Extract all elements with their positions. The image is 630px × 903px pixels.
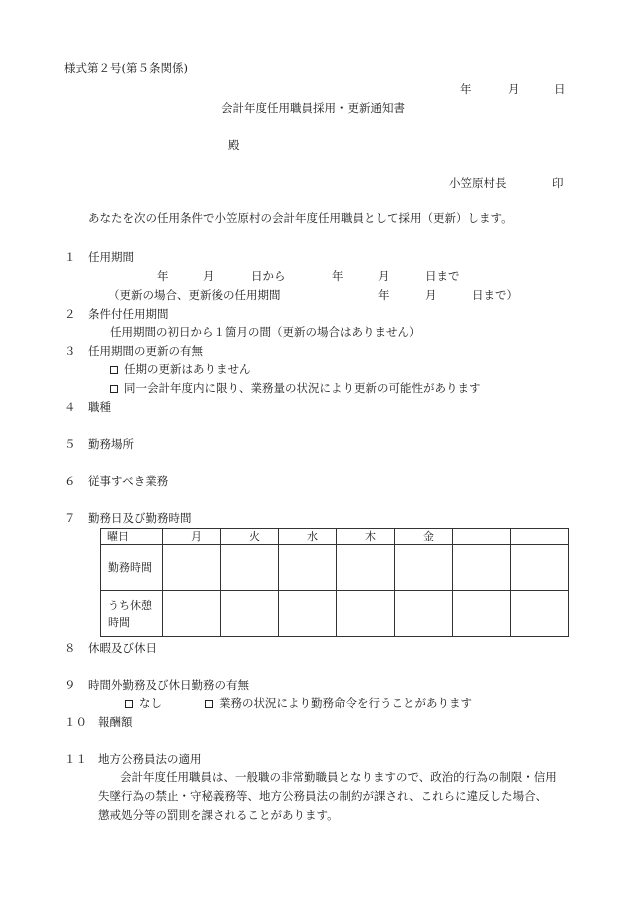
- section-body: 任用期間の初日から１箇月の間（更新の場合はありません）: [110, 325, 421, 339]
- day-label: 水: [307, 530, 318, 543]
- renewal-day: 日まで）: [472, 288, 518, 302]
- section-number: ４: [64, 400, 76, 414]
- day-label: 火: [249, 530, 260, 543]
- day-header-cell: [395, 529, 453, 545]
- option-label: 任期の更新はありません: [124, 362, 251, 376]
- row-label-cell: [101, 591, 163, 637]
- section-heading: 勤務場所: [88, 437, 134, 451]
- section-number: ５: [64, 437, 76, 451]
- overtime-option-possible[interactable]: [205, 698, 472, 710]
- period-end-month: 月: [378, 269, 390, 283]
- table-cell: [337, 545, 395, 591]
- checkbox-icon[interactable]: [110, 385, 118, 393]
- option-label: 同一会計年度内に限り、業務量の状況により更新の可能性があります: [124, 381, 481, 395]
- renewal-option-none[interactable]: [110, 364, 251, 376]
- renewal-option-possible[interactable]: [110, 383, 481, 395]
- table-cell: [395, 591, 453, 637]
- section-number: ８: [64, 641, 76, 655]
- section-heading: 職種: [88, 400, 111, 414]
- section-number: ３: [64, 344, 76, 358]
- row-label-line1: うち休憩: [108, 598, 152, 612]
- checkbox-icon[interactable]: [125, 700, 133, 708]
- section-number: １: [64, 250, 76, 264]
- day-header-cell: [337, 529, 395, 545]
- table-cell: [511, 591, 569, 637]
- period-start-day: 日から: [251, 269, 286, 283]
- body-line: 失墜行為の禁止・守秘義務等、地方公務員法の制約が課され、これらに違反した場合、: [98, 789, 548, 803]
- option-label: 業務の状況により勤務命令を行うことがあります: [219, 696, 472, 710]
- renewal-month: 月: [425, 288, 437, 302]
- table-row-break-time: [101, 591, 569, 637]
- day-label: 金: [423, 530, 434, 543]
- checkbox-icon[interactable]: [110, 366, 118, 374]
- overtime-option-none[interactable]: [125, 698, 162, 710]
- section-heading: 任用期間の更新の有無: [88, 344, 203, 358]
- date-year: 年: [460, 82, 472, 96]
- table-cell: [163, 591, 221, 637]
- table-cell: [453, 591, 511, 637]
- period-start-month: 月: [203, 269, 215, 283]
- date-day: 日: [554, 82, 566, 96]
- intro-text: あなたを次の任用条件で小笠原村の会計年度任用職員として採用（更新）します。: [88, 211, 513, 225]
- seal-mark: 印: [552, 176, 564, 190]
- work-schedule-table: [100, 528, 569, 637]
- body-line: 懲戒処分等の罰則を課されることがあります。: [98, 808, 339, 822]
- row-label-cell: [101, 545, 163, 591]
- issuer-name: 小笠原村長: [449, 176, 507, 190]
- row-label-line2: 時間: [108, 615, 130, 629]
- day-label: 月: [191, 530, 202, 543]
- checkbox-icon[interactable]: [205, 700, 213, 708]
- day-header-cell: [511, 529, 569, 545]
- table-cell: [337, 591, 395, 637]
- table-cell: [221, 591, 279, 637]
- form-number: 様式第２号(第５条関係): [64, 61, 188, 75]
- section-heading: 時間外勤務及び休日勤務の有無: [88, 678, 249, 692]
- table-header-row: [101, 529, 569, 545]
- section-heading: 休暇及び休日: [88, 641, 157, 655]
- header-label: 曜日: [107, 530, 129, 543]
- period-end-day: 日まで: [425, 269, 460, 283]
- period-start-year: 年: [157, 269, 169, 283]
- section-heading: 従事すべき業務: [88, 474, 169, 488]
- body-line: 会計年度任用職員は、一般職の非常勤職員となりますので、政治的行為の制限・信用: [120, 770, 557, 784]
- section-heading: 条件付任用期間: [88, 307, 169, 321]
- section-number: ７: [64, 511, 76, 525]
- day-header-cell: [221, 529, 279, 545]
- table-cell: [453, 545, 511, 591]
- section-number: ２: [64, 307, 76, 321]
- section-number: ９: [64, 678, 76, 692]
- table-cell: [511, 545, 569, 591]
- day-header-cell: [163, 529, 221, 545]
- section-number: １０: [64, 715, 87, 729]
- day-header-cell: [453, 529, 511, 545]
- table-row-work-hours: [101, 545, 569, 591]
- section-number: １１: [64, 752, 87, 766]
- section-heading: 報酬額: [98, 715, 133, 729]
- day-header-cell: [279, 529, 337, 545]
- section-heading: 任用期間: [88, 250, 134, 264]
- table-cell: [163, 545, 221, 591]
- table-cell: [221, 545, 279, 591]
- document-title: 会計年度任用職員採用・更新通知書: [221, 101, 405, 115]
- table-cell: [279, 591, 337, 637]
- table-header-cell: [101, 529, 163, 545]
- option-label: なし: [139, 696, 162, 710]
- section-number: ６: [64, 474, 76, 488]
- renewal-period-label: （更新の場合、更新後の任用期間: [108, 288, 281, 302]
- addressee-suffix: 殿: [228, 138, 240, 152]
- section-heading: 勤務日及び勤務時間: [88, 511, 192, 525]
- date-month: 月: [508, 82, 520, 96]
- day-label: 木: [365, 530, 376, 543]
- section-heading: 地方公務員法の適用: [98, 752, 202, 766]
- table-cell: [279, 545, 337, 591]
- renewal-year: 年: [378, 288, 390, 302]
- period-end-year: 年: [332, 269, 344, 283]
- table-cell: [395, 545, 453, 591]
- row-label: 勤務時間: [108, 561, 152, 574]
